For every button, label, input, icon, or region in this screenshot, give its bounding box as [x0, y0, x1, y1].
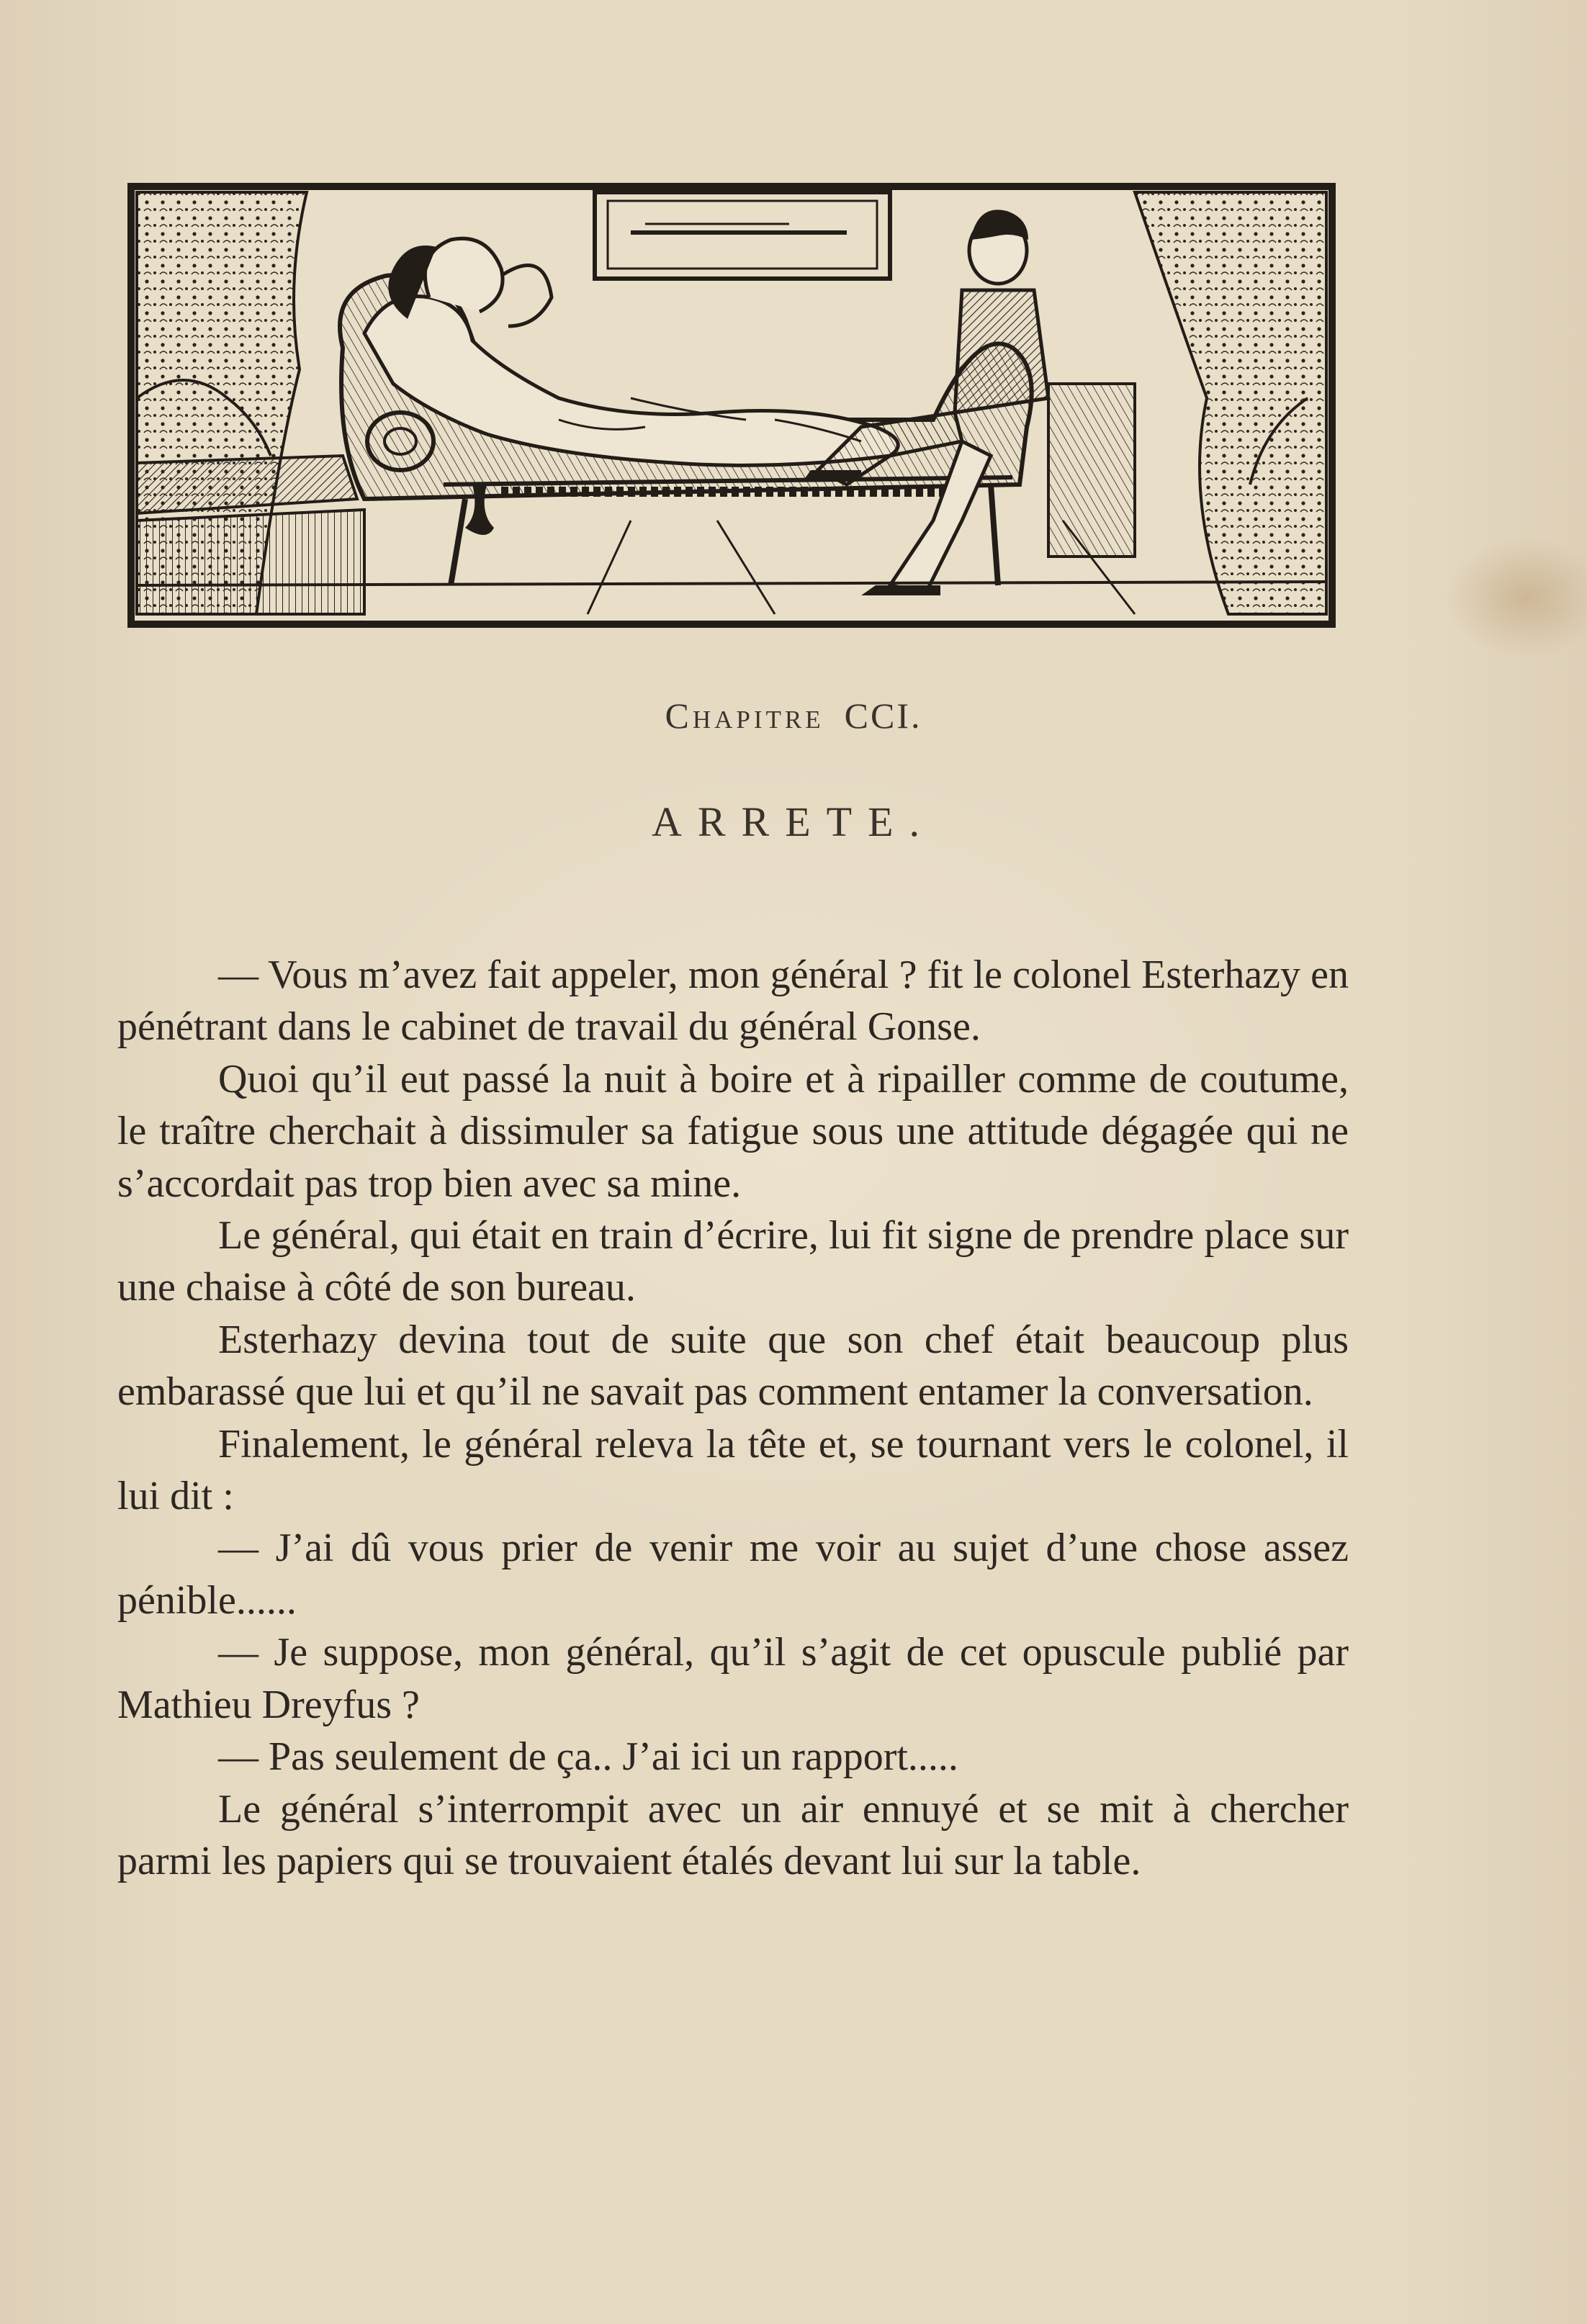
paragraph-4: Esterhazy devina tout de suite que son chef était beaucoup plus embarassé que lui et qu’il ne savait pas comment entamer la conversation.: [117, 1317, 1349, 1415]
paragraph-8: — Pas seulement de ça.. J’ai ici un rapport.....: [218, 1734, 958, 1780]
chapter-body: [117, 949, 1349, 1887]
paragraph-9: Le général s’interrompit avec un air ennuyé et se mit à chercher parmi les papiers qui se trouvaient étalés devant lui sur la table.: [117, 1786, 1349, 1883]
chapter-number: CCI.: [844, 695, 922, 736]
paragraph-5: Finalement, le général releva la tête et, se tournant vers le colonel, il lui dit :: [117, 1421, 1349, 1519]
engraving-image: [127, 182, 1336, 629]
paragraph-6: — J’ai dû vous prier de venir me voir au sujet d’une chose assez pénible......: [117, 1526, 1349, 1623]
paragraph-7: — Je suppose, mon général, qu’il s’agit de cet opuscule publié par Mathieu Dreyfus ?: [117, 1630, 1349, 1727]
chapter-title: ARRETE.: [651, 798, 936, 845]
chapter-engraving: [127, 182, 1336, 629]
paragraph-1: — Vous m’avez fait appeler, mon général ? fit le colonel Esterhazy en pénétrant dans le cabinet de travail du général Gonse.: [117, 952, 1349, 1050]
paragraph-3: Le général, qui était en train d’écrire, lui fit signe de prendre place sur une chaise à côté de son bureau.: [117, 1213, 1349, 1310]
chapter-heading: [0, 695, 1587, 737]
paragraph-2: Quoi qu’il eut passé la nuit à boire et à ripailler comme de coutume, le traître cherchait à dissimuler sa fatigue sous une attitude dégagée qui ne s’accordait pas trop bien avec sa mine.: [117, 1056, 1349, 1206]
chapter-label: Chapitre: [665, 695, 824, 736]
